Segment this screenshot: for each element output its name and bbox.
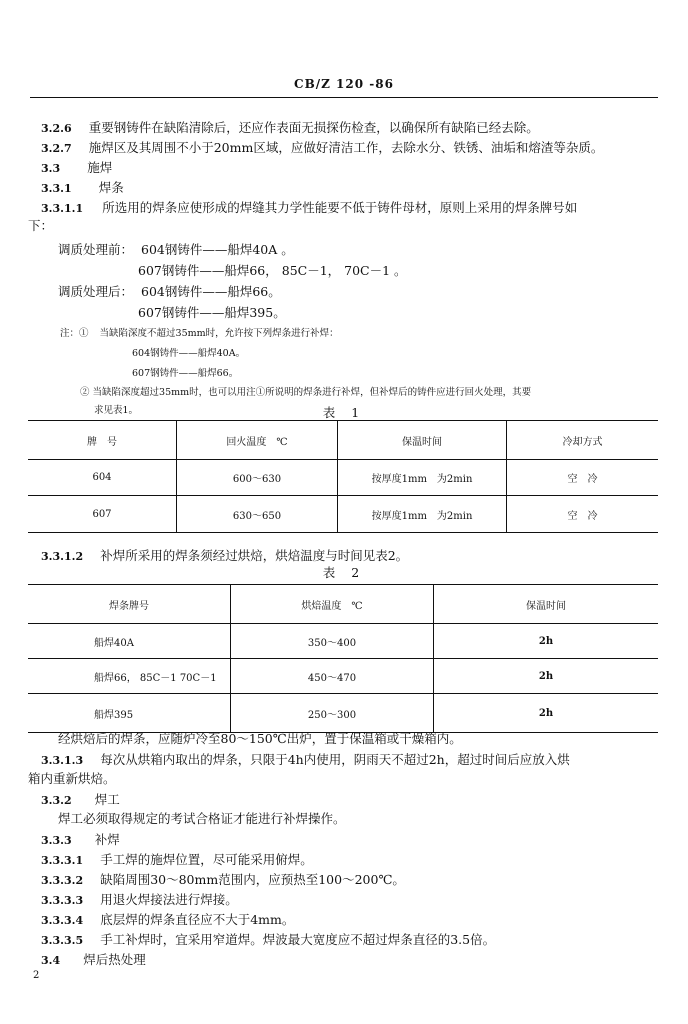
header-cell: 牌 号	[28, 421, 177, 460]
note-1-item: 607钢铸件——船焊66。	[132, 368, 239, 379]
section-title: 施焊	[87, 160, 113, 175]
table-row	[28, 624, 658, 659]
section-3-4	[41, 949, 146, 968]
clause-text: 手工补焊时，宜采用窄道焊。焊波最大宽度应不超过焊条直径的3.5倍。	[100, 932, 496, 947]
electrode-row	[58, 240, 294, 258]
paragraph: 焊工必须取得规定的考试合格证才能进行补焊操作。	[58, 811, 346, 826]
table-cell: 600～630	[177, 460, 338, 496]
clause-3-2-6	[41, 117, 539, 136]
header-cell: 焊条牌号	[28, 585, 231, 624]
table-cell: 空 冷	[507, 460, 659, 496]
note-2-continuation: 求见表1。	[94, 405, 139, 416]
electrode-grade: 船焊66， 85C－1， 70C－1 。	[224, 263, 407, 278]
electrode-grade: 船焊40A 。	[227, 242, 294, 257]
page-number: 2	[33, 970, 40, 981]
table-cell: 按厚度1mm 为2min	[338, 496, 507, 533]
table-cell: 按厚度1mm 为2min	[338, 460, 507, 496]
dash-separator: ——	[202, 242, 228, 257]
table-row	[28, 460, 658, 496]
clause-number: 3.2.7	[41, 142, 72, 155]
dash-separator: ——	[202, 284, 228, 299]
electrode-row	[138, 261, 407, 279]
table-cell: 船焊40A	[28, 624, 231, 659]
table-row	[28, 694, 658, 733]
section-number: 3.3	[41, 162, 61, 175]
section-title: 焊条	[98, 180, 124, 195]
clause-number: 3.3.3.5	[41, 934, 84, 947]
section-3-3-1	[41, 177, 124, 196]
table-2-title: 表 2	[322, 565, 366, 580]
header-cell: 保温时间	[434, 585, 659, 624]
clause-number: 3.3.1.2	[41, 550, 84, 563]
section-title: 补焊	[94, 832, 120, 847]
table-cell: 2h	[434, 624, 659, 659]
section-number: 3.3.1	[41, 182, 72, 195]
section-number: 3.3.2	[41, 794, 72, 807]
table-cell: 604	[28, 460, 177, 496]
clause-3-3-1-3	[41, 749, 570, 768]
header-cell: 烘焙温度 ℃	[231, 585, 434, 624]
clause-number: 3.3.1.1	[41, 202, 84, 215]
table-cell: 630～650	[177, 496, 338, 533]
header-cell: 回火温度 ℃	[177, 421, 338, 460]
section-title: 焊工	[94, 792, 120, 807]
section-number: 3.4	[41, 954, 61, 967]
clause-number: 3.3.3.2	[41, 874, 84, 887]
clause-continuation: 箱内重新烘焙。	[28, 771, 116, 786]
steel-grade: 607钢铸件	[138, 305, 200, 320]
table-row	[28, 496, 658, 533]
note-1	[60, 325, 339, 339]
note-1-item: 604钢铸件——船焊40A。	[132, 348, 246, 359]
table-2	[28, 584, 658, 733]
clause-number: 3.3.1.3	[41, 754, 84, 767]
clause-text: 用退火焊接法进行焊接。	[100, 892, 238, 907]
electrode-row	[58, 282, 281, 300]
clause-text: 手工焊的施焊位置，尽可能采用俯焊。	[100, 852, 313, 867]
table-cell: 空 冷	[507, 496, 659, 533]
steel-grade: 604钢铸件	[141, 284, 203, 299]
table-1	[28, 420, 658, 533]
table-cell: 2h	[434, 659, 659, 694]
clause-number: 3.3.3.3	[41, 894, 84, 907]
table-cell: 350～400	[231, 624, 434, 659]
table-cell: 607	[28, 496, 177, 533]
table-header-row	[28, 585, 658, 624]
clause-3-3-3-5	[41, 929, 495, 948]
dash-separator: ——	[199, 263, 225, 278]
steel-grade: 607钢铸件	[138, 263, 200, 278]
clause-text: 重要钢铸件在缺陷清除后，还应作表面无损探伤检查，以确保所有缺陷已经去除。	[88, 120, 539, 135]
clause-3-2-7	[41, 137, 603, 156]
clause-text: 所选用的焊条应使形成的焊缝其力学性能要不低于铸件母材，原则上采用的焊条牌号如	[102, 200, 578, 215]
note-text: 当缺陷深度不超过35mm时，允许按下列焊条进行补焊：	[99, 328, 339, 339]
header-rule	[30, 97, 658, 98]
clause-text: 施焊区及其周围不小于20mm区域，应做好清洁工作，去除水分、铁锈、油垢和熔渣等杂质。	[88, 140, 604, 155]
electrode-grade: 船焊395。	[224, 305, 286, 320]
clause-3-3-3-4	[41, 909, 294, 928]
table-cell: 250～300	[231, 694, 434, 733]
condition-label: 调质处理后：	[58, 284, 134, 299]
table-cell: 2h	[434, 694, 659, 733]
page-header: CB/Z 120 -86	[294, 77, 394, 91]
clause-3-3-3-2	[41, 869, 405, 888]
steel-grade: 604钢铸件	[141, 242, 203, 257]
clause-number: 3.3.3.1	[41, 854, 84, 867]
note-2: ② 当缺陷深度超过35mm时，也可以用注①所说明的焊条进行补焊，但补焊后的铸件应进行回火处理，其要	[80, 387, 532, 398]
electrode-grade: 船焊66。	[227, 284, 281, 299]
table-row	[28, 659, 658, 694]
clause-text: 补焊所采用的焊条须经过烘焙，烘焙温度与时间见表2。	[100, 548, 409, 563]
table-header-row	[28, 421, 658, 460]
header-cell: 保温时间	[338, 421, 507, 460]
paragraph: 经烘焙后的焊条，应随炉冷至80～150℃出炉，置于保温箱或干燥箱内。	[58, 731, 462, 746]
clause-3-3-3-3	[41, 889, 238, 908]
clause-number: 3.2.6	[41, 122, 72, 135]
section-title: 焊后热处理	[83, 952, 146, 967]
clause-3-3-1-2	[41, 545, 408, 564]
dash-separator: ——	[199, 305, 225, 320]
section-number: 3.3.3	[41, 834, 72, 847]
section-3-3-3	[41, 829, 120, 848]
clause-3-3-3-1	[41, 849, 313, 868]
clause-continuation: 下：	[28, 218, 54, 233]
header-cell: 冷却方式	[507, 421, 659, 460]
table-cell: 船焊395	[28, 694, 231, 733]
electrode-row	[138, 303, 286, 321]
clause-text: 每次从烘箱内取出的焊条，只限于4h内使用，阴雨天不超过2h，超过时间后应放入烘	[100, 752, 570, 767]
note-label: 注：①	[60, 328, 89, 339]
clause-text: 底层焊的焊条直径应不大于4mm。	[100, 912, 295, 927]
clause-text: 缺陷周围30～80mm范围内，应预热至100～200℃。	[100, 872, 405, 887]
clause-3-3-1-1	[41, 197, 577, 216]
section-3-3-2	[41, 789, 120, 808]
table-cell: 船焊66， 85C－1 70C－1	[28, 659, 231, 694]
table-1-title: 表 1	[322, 405, 366, 420]
condition-label: 调质处理前：	[58, 242, 134, 257]
table-cell: 450～470	[231, 659, 434, 694]
section-3-3	[41, 157, 112, 176]
clause-number: 3.3.3.4	[41, 914, 84, 927]
